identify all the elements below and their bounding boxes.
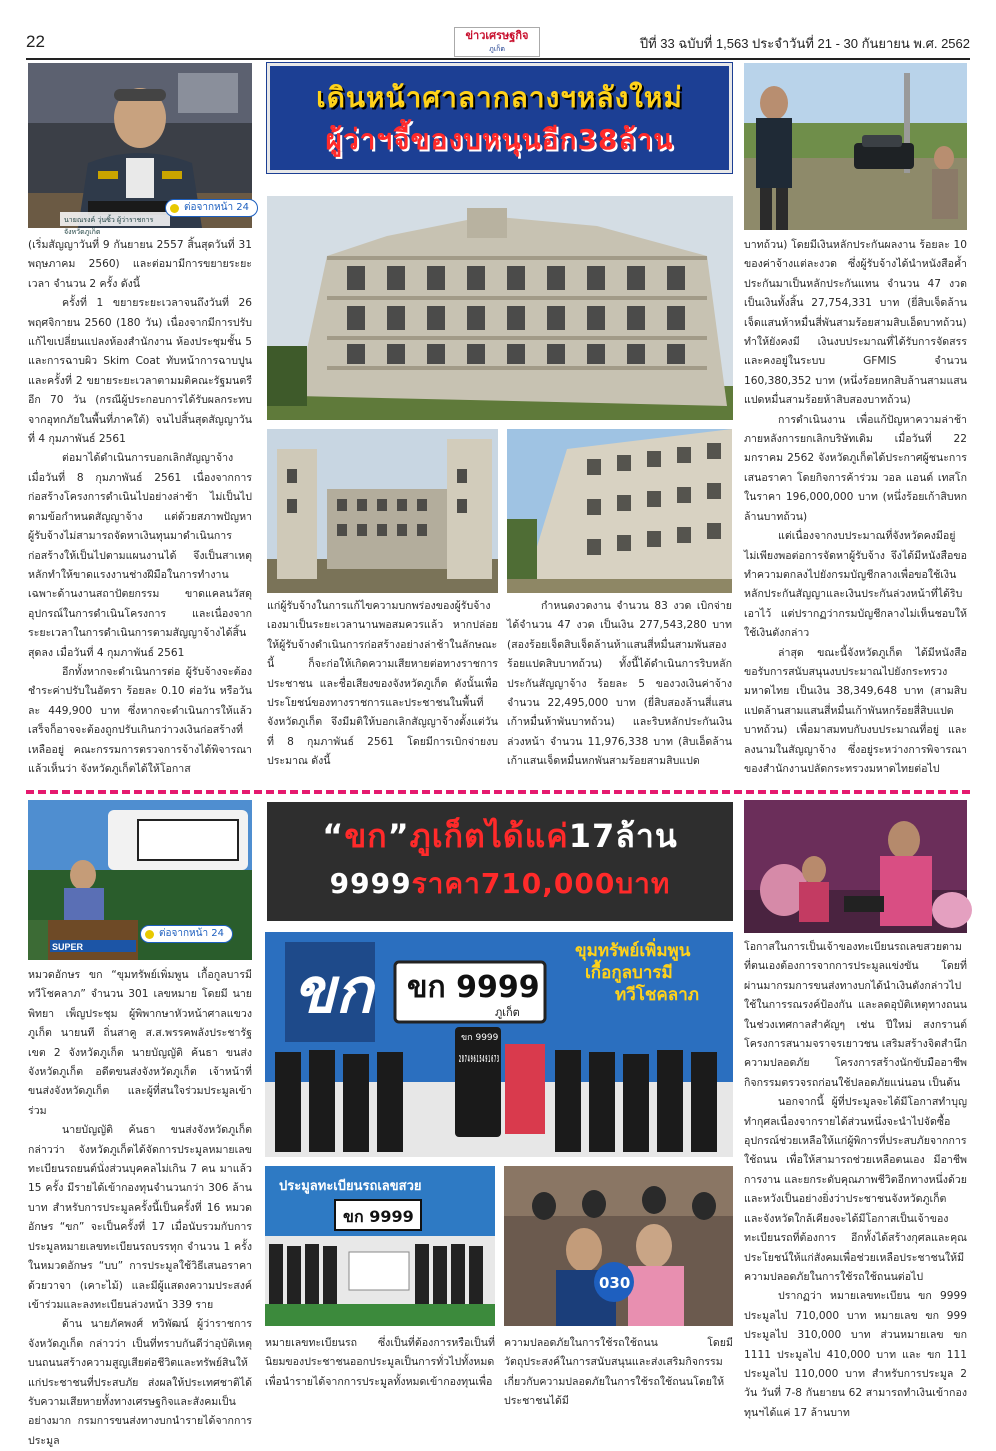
paragraph: บาทถ้วน) โดยมีเงินหลักประกันผลงาน ร้อยละ 10 ของค่าจ้างแต่ละงวด ซึ่งผู้รับจ้างได้นำหนังสือค้ำประกันมาเป็นหลักประกันแทน จำนวน 47 งวด เป็นเงินทั้งสิ้น 27,754,331 บาท (ยี่สิบเจ็ดล้านเจ็ดแสนห้าหมื่นสี่พันสามร้อยสามสิบเอ็ดบาทถ้วน) ทำให้ยังคงมี เงินงบประมาณที่ได้รับการจัดสรรและคงอยู่ในระบบ GFMIS จำนวน 160,380,352 บาท (หนึ่งร้อยหกสิบล้านสามแสนแปดหมื่นสามร้อยห้าสิบสองบาทถ้วน) bbox=[744, 239, 967, 407]
event-banner-title: ประมูลทะเบียนรถเลขสวย bbox=[279, 1179, 422, 1194]
story-divider bbox=[26, 790, 970, 794]
story2-column-3 bbox=[504, 1334, 733, 1420]
bullet-dot-icon bbox=[145, 930, 154, 939]
page-number: 22 bbox=[26, 32, 45, 51]
building-photo-right bbox=[507, 429, 732, 593]
masthead-logo bbox=[454, 27, 540, 57]
continued-label: ต่อจากหน้า 24 bbox=[184, 202, 249, 213]
story1-column-4 bbox=[744, 236, 967, 788]
banner-brand-text: SUPER bbox=[52, 942, 84, 952]
paragraph: แต่เนื่องจากงบประมาณที่จังหวัดคงมีอยู่ไม่เพียงพอต่อการจัดหาผู้รับจ้าง จึงได้มีหนังสือขอทำความตกลงไปยังกรมบัญชีกลางเพื่อขอใช้เงินหลักประกันสัญญาและเงินประกันล่วงหน้าที่ได้ริบเอาไว้ แต่ปรากฏว่ากรมบัญชีกลางไม่เห็นชอบให้ใช้เงินดังกล่าว bbox=[744, 530, 967, 640]
story2-column-2 bbox=[265, 1334, 495, 1420]
story1-column-1 bbox=[28, 236, 252, 788]
paragraph: ต่อมาได้ดำเนินการบอกเลิกสัญญาจ้าง เมื่อวันที่ 8 กุมภาพันธ์ 2561 เนื่องจากการก่อสร้างโครงการดำเนินไปอย่างล่าช้า ไม่เป็นไปตามข้อกำหนดสัญญาจ้าง แต่ด้วยสภาพปัญหาผู้รับจ้างไม่สามารถจัดหาเงินทุนมาดำเนินการก่อสร้างให้เป็นไปตามแผนงานได้ จึงเป็นสาเหตุหลักทำให้ขาดแรงงานช่างฝีมือในการทำงานเฉพาะด้านงานสถาปัตยกรรม ขาดแคลนวัสดุอุปกรณ์ในการดำเนินโครงการ และเนื่องจากระยะเวลาในการดำเนินการตามสัญญาจ้างได้สิ้นสุดลง เมื่อวันที่ 4 กุมภาพันธ์ 2561 bbox=[28, 452, 252, 659]
site-visit-photo bbox=[744, 63, 967, 230]
bidding-paddle-number: 030 bbox=[599, 1274, 631, 1292]
paragraph: ปรากฏว่า หมายเลขทะเบียน ขก 9999 ประมูลไป 710,000 บาท หมายเลข ขก 999 ประมูลไป 310,000 บาท ส่วนหมายเลข ขก 1111 ประมูลไป 410,000 บาท และ ขก 111 ประมูลไป 110,000 บาท สำหรับการประมูล 2 วัน วันที่ 7-8 กันยายน 62 สามารถทำเงินเข้ากองทุนฯได้แค่ 17 ล้านบาท bbox=[744, 1290, 967, 1419]
story1-column-2 bbox=[267, 597, 498, 787]
continued-from-tag bbox=[165, 199, 258, 217]
paragraph: แก่ผู้รับจ้างในการแก้ไขความบกพร่องของผู้รับจ้างเองมาเป็นระยะเวลานานพอสมควรแล้ว หากปล่อยให้ผู้รับจ้างดำเนินการก่อสร้างอย่างล่าช้าในลักษณะนี้ ก็จะก่อให้เกิดความเสียหายต่อทางราชการ ประชาชน และชื่อเสียงของจังหวัดภูเก็ต ดังนั้นเพื่อประโยชน์ของทางราชการและประชาชนในพื้นที่จังหวัดภูเก็ต จึงมีมติให้บอกเลิกสัญญาจ้างตั้งแต่วันที่ 8 กุมภาพันธ์ 2561 โดยมีการเบิกจ่ายงบประมาณ ดังนี้ bbox=[267, 600, 498, 768]
continued-label: ต่อจากหน้า 24 bbox=[159, 928, 224, 939]
banner-plate-number: ขก 9999 bbox=[407, 970, 540, 1005]
story2-headline-line1: “ขก”ภูเก็ตได้แค่17ล้าน bbox=[322, 817, 678, 855]
masthead-title: ข่าวเศรษฐกิจ bbox=[465, 29, 529, 42]
story1-headline-line1: เดินหน้าศาลากลางฯหลังใหม่ bbox=[316, 81, 683, 114]
paragraph: ด้าน นายภัคพงศ์ ทวิพัฒน์ ผู้ว่าราชการจังหวัดภูเก็ต กล่าวว่า เป็นที่ทราบกันดีว่าอุบัติเหตุบนถนนสร้างความสูญเสียต่อชีวิตและทรัพย์สินให้แก่ประชาชนที่ประสบภัย ส่งผลให้ประเทศชาติได้รับความเสียหายทั้งทางเศรษฐกิจและสังคมเป็นอย่างมาก กรมการขนส่งทางบกนำรายได้จากการประมูล bbox=[28, 1318, 252, 1447]
paragraph: อีกทั้งหากจะดำเนินการต่อ ผู้รับจ้างจะต้องชำระค่าปรับในอัตรา ร้อยละ 0.10 ต่อวัน หรือวันละ 449,900 บาท ซึ่งหากจะดำเนินการให้แล้วเสร็จก็อาจจะต้องถูกปรับเกินกว่าวงเงินก่อสร้างที่เหลืออยู่ คณะกรรมการตรวจการจ้างได้พิจารณาแล้วเห็นว่า จังหวัดภูเก็ตได้ให้โอกาส bbox=[28, 665, 252, 775]
story2-headline bbox=[267, 802, 733, 921]
paragraph: นอกจากนี้ ผู้ที่ประมูลจะได้มีโอกาสทำบุญทำกุศลเนื่องจากรายได้ส่วนหนึ่งจะนำไปจัดซื้ออุปกรณ์ช่วยเหลือให้แก่ผู้พิการที่ประสบภัยจากการใช้ถนน เพื่อให้สามารถช่วยเหลือตนเอง มีอาชีพการงาน และยกระดับคุณภาพชีวิตอีกทางหนึ่งด้วย และหวังเป็นอย่างยิ่งว่าประชาชนจังหวัดภูเก็ต และจังหวัดใกล้เคียงจะได้มีโอกาสเป็นเจ้าของทะเบียนรถที่ต้องการ อีกทั้งได้สร้างกุศลและคุณประโยชน์ให้แก่สังคมเพื่อช่วยเหลือประชาชนให้มีความปลอดภัยในการใช้รถใช้ถนนต่อไป bbox=[744, 1096, 967, 1283]
masthead-subtitle: ภูเก็ต bbox=[489, 45, 505, 53]
event-plate-text: ขก 9999 bbox=[343, 1207, 414, 1226]
banner-plate-letters: ขก bbox=[293, 954, 373, 1027]
story1-headline-line2: ผู้ว่าฯจี้ของบหนุนอีก38ล้าน bbox=[325, 123, 674, 156]
continued-from-tag-2 bbox=[140, 925, 233, 943]
banner-slogan-1: ขุมทรัพย์เพิ่มพูน bbox=[575, 941, 691, 961]
bullet-dot-icon bbox=[170, 204, 179, 213]
banner-lottery-numbers: 2 8 7 4 9 6 1 5 4 9 1 6 7 3 bbox=[459, 1054, 500, 1065]
students-group-photo bbox=[265, 1166, 495, 1326]
story2-column-1 bbox=[28, 966, 252, 1447]
building-photo-left bbox=[267, 429, 498, 593]
paragraph: (เริ่มสัญญาวันที่ 9 กันยายน 2557 สิ้นสุดวันที่ 31 พฤษภาคม 2560) และต่อมามีการขยายระยะเวลา จำนวน 2 ครั้ง ดังนี้ bbox=[28, 239, 252, 290]
paragraph: การดำเนินงาน เพื่อแก้ปัญหาความล่าช้าภายหลังการยกเลิกบริษัทเดิม เมื่อวันที่ 22 มกราคม 2562 จังหวัดภูเก็ตได้ประกาศผู้ชนะการเสนอราคา โดยกิจการค้าร่วม วอล แอนด์ เทสโก ในราคา 196,000,000 บาท (หนึ่งร้อยเก้าสิบหกล้านบาทถ้วน) bbox=[744, 413, 967, 523]
story1-column-3 bbox=[507, 597, 732, 787]
story2-column-4 bbox=[744, 938, 967, 1420]
governor-speaking-photo bbox=[744, 800, 967, 933]
banner-slogan-2: เกื้อกูลบารมี bbox=[585, 963, 673, 983]
banner-small-plate: ขก 9999 bbox=[461, 1033, 499, 1043]
auction-banner-photo bbox=[265, 932, 733, 1157]
paragraph: โอกาสในการเป็นเจ้าของทะเบียนรถเลขสวยตามที่ตนเองต้องการจากการประมูลแข่งขัน โดยที่ผ่านมากรมการขนส่งทางบกได้นำเงินดังกล่าวไปใช้ในการรณรงค์ป้องกัน และลดอุบัติเหตุทางถนนในช่วงเทศกาลสำคัญๆ เช่น ปีใหม่ สงกรานต์ โครงการสนามจราจรเยาวชน เสริมสร้างจิตสำนึกความปลอดภัย โครงการสร้างนักขับมืออาชีพ กิจกรรมตรวจรถก่อนใช้ปลอดภัยแน่นอน เป็นต้น bbox=[744, 941, 967, 1089]
bidders-photo bbox=[504, 1166, 733, 1326]
page-header bbox=[26, 26, 970, 60]
paragraph: นายบัญญัติ ค้นธา ขนส่งจังหวัดภูเก็ต กล่าวว่า จังหวัดภูเก็ตได้จัดการประมูลหมายเลขทะเบียนรถยนต์นั่งส่วนบุคคลไม่เกิน 7 คน มาแล้ว 15 ครั้ง มีรายได้เข้ากองทุนจำนวนกว่า 306 ล้านบาท สำหรับการประมูลครั้งนี้เป็นครั้งที่ 16 หมวดอักษร “ขก” จะเป็นครั้งที่ 17 เมื่อนับรวมกับการประมูลหมายเลขทะเบียนรถบรรทุก จำนวน 1 ครั้ง ในหมวดอักษร “บบ” การประมูลใช้วิธีเสนอราคาด้วยวาจา (เคาะไม้) และมีผู้แสดงความประสงค์เข้าร่วมและลงทะเบียนล่วงหน้า 339 ราย bbox=[28, 1124, 252, 1311]
story2-headline-line2: 9999ราคา710,000บาท bbox=[329, 867, 671, 900]
paragraph: กำหนดงวดงาน จำนวน 83 งวด เบิกจ่ายได้จำนวน 47 งวด เป็นเงิน 277,543,280 บาท (สองร้อยเจ็ดสิบเจ็ดล้านห้าแสนสี่หมื่นสามพันสองร้อยแปดสิบบาทถ้วน) ทั้งนี้ได้ดำเนินการริบหลักประกันสัญญาจ้าง ร้อยละ 5 ของวงเงินค่าจ้าง จำนวน 22,495,000 บาท (ยี่สิบสองล้านสี่แสนเก้าหมื่นห้าพันบาทถ้วน) และริบหลักประกันเงินล่วงหน้า จำนวน 11,976,338 บาท (สิบเอ็ดล้านเก้าแสนเจ็ดหมื่นหกพันสามร้อยสามสิบแปด bbox=[507, 600, 732, 768]
paragraph: หมวดอักษร ขก “ขุมทรัพย์เพิ่มพูน เกื้อกูลบารมี ทวีโชคลาภ” จำนวน 301 เลขหมาย โดยมี นายพิทยา เพ็ญประชุม ผู้พิพากษาหัวหน้าศาลแขวงภูเก็ต นายนที ถิ่นสาคู ส.ส.พรรคพลังประชารัฐ เขต 2 จังหวัดภูเก็ต นายบัญญัติ ค้นธา ขนส่งจังหวัดภูเก็ต อดีตขนส่งจังหวัดภูเก็ต เจ้าหน้าที่ขนส่งจังหวัดภูเก็ต และผู้ที่สนใจร่วมประมูลเข้าร่วม bbox=[28, 969, 252, 1117]
paragraph: ครั้งที่ 1 ขยายระยะเวลาจนถึงวันที่ 26 พฤศจิกายน 2560 (180 วัน) เนื่องจากมีการปรับแก้ไขเปลี่ยนแปลงห้องสำนักงาน ห้องประชุมชั้น 5 และการฉาบผิว Skim Coat ทับหน้าการฉาบปูน และครั้งที่ 2 ขยายระยะเวลาตามมติคณะรัฐมนตรีอีก 70 วัน (กรณีผู้ประกอบการได้รับผลกระทบจากอุทกภัยในพื้นที่ภาคใต้) จนไปสิ้นสุดสัญญาวันที่ 4 กุมภาพันธ์ 2561 bbox=[28, 297, 252, 446]
paragraph: ล่าสุด ขณะนี้จังหวัดภูเก็ต ได้มีหนังสือขอรับการสนับสนุนงบประมาณไปยังกระทรวงมหาดไทย เป็นเงิน 38,349,648 บาท (สามสิบแปดล้านสามแสนสี่หมื่นเก้าพันหกร้อยสี่สิบแปดบาทถ้วน) เพื่อมาสมทบกับงบประมาณที่อยู่ และลงนามในสัญญาจ้าง ซึ่งอยู่ระหว่างการพิจารณาของสำนักงานปลัดกระทรวงมหาดไทยต่อไป bbox=[744, 646, 967, 775]
banner-plate-province: ภูเก็ต bbox=[495, 1006, 520, 1019]
story1-headline bbox=[267, 63, 732, 173]
banner-slogan-3: ทวีโชคลาภ bbox=[615, 985, 699, 1005]
paragraph: หมายเลขทะเบียนรถ ซึ่งเป็นที่ต้องการหรือเป็นที่นิยมของประชาชนออกประมูลเป็นการทั่วไปทั้งหมด เพื่อนำรายได้จากการประมูลทั้งหมดเข้ากองทุนเพื่อ bbox=[265, 1337, 495, 1388]
portrait-caption: นายณรงค์ วุ่นซิ้ว ผู้ว่าราชการจังหวัดภูเก็ต bbox=[60, 212, 170, 226]
building-photo-main bbox=[267, 196, 733, 420]
issue-info: ปีที่ 33 ฉบับที่ 1,563 ประจำวันที่ 21 - 30 กันยายน พ.ศ. 2562 bbox=[639, 36, 970, 51]
paragraph: ความปลอดภัยในการใช้รถใช้ถนน โดยมีวัตถุประสงค์ในการสนับสนุนและส่งเสริมกิจกรรมเกี่ยวกับความปลอดภัยในการใช้รถใช้ถนนโดยให้ประชาชนได้มี bbox=[504, 1337, 733, 1408]
